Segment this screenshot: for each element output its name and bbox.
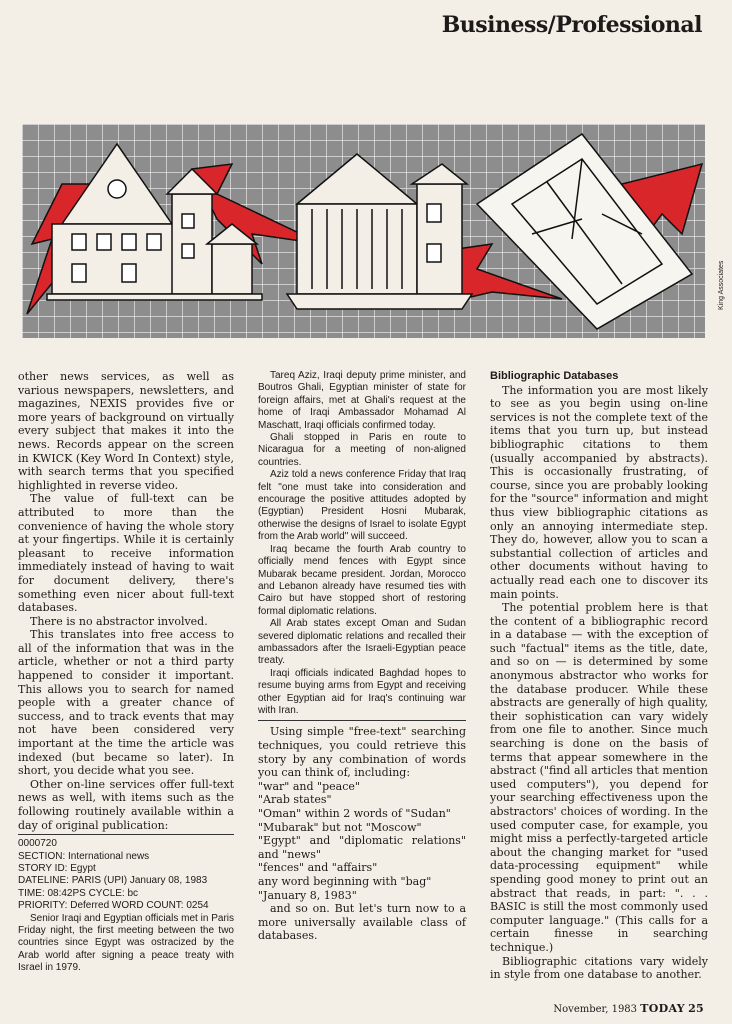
query-item: "January 8, 1983": [258, 888, 357, 902]
wire-line: TIME: 08:42PS CYCLE: bc: [18, 887, 139, 899]
paragraph: The potential problem here is that the content of a bibliographic record in a database — with the exception of such "factual" items as the title, date, and so on — is determined by some anonymous abstractor who works for the database producer. While these abstracts are generally of high quality, their sophistication can vary widely from one file to another. Since much searching is done on the basis of terms that appear somewhere in the abstract ("find all articles that mention used computers"), you depend for your searching effectiveness upon the abstractors' choices of wording. In the used computer case, for example, you might miss a perfectly-targeted article about the changing market for "used data-processing equipment" while spending good money to print out an abstract that reads, in part: ". . . BASIC is still the most commonly used computer language." (This calls for a certain finesse in searching technique.): [490, 601, 708, 954]
wire-line: PRIORITY: Deferred WORD COUNT: 0254: [18, 900, 209, 912]
wire-paragraph: Aziz told a news conference Friday that Iraq felt "one must take into consideration and encourage the positive attitudes adopted by (Egyptian) President Hosni Mubarak, otherwise the designs of Israel to isolate Egypt from the Arab world" will succeed.: [258, 469, 466, 543]
illustration-credit: King Associates: [718, 260, 725, 310]
paragraph: Other on-line services offer full-text news as well, with items such as the following routinely available within a day of original publication:: [18, 777, 234, 832]
query-item: "fences" and "affairs": [258, 861, 378, 875]
wire-line: DATELINE: PARIS (UPI) January 08, 1983: [18, 875, 208, 887]
paragraph: other news services, as well as various newspapers, newsletters, and magazines, NEXIS provides five or more years of background on virtually every subject that makes it into the news. Records appear on the screen in KWICK (Key Word In Context) style, with search terms that you specified highlighted in reverse video.: [18, 370, 234, 492]
wire-paragraph: Tareq Aziz, Iraqi deputy prime minister, and Boutros Ghali, Egyptian minister of state for foreign affairs, met at Ghali's request at the home of Iraqi Ambassador Mohamad Al Maschatt, Iraqi officials confirmed today.: [258, 370, 466, 431]
paragraph: This translates into free access to all of the information that was in the article, whether or not a third party happened to consider it important. This allows you to search for named people with a greater chance of success, and to track events that may not have been considered very important at the time the article was indexed (but became so later). In short, you decide what you see.: [18, 628, 234, 778]
column-2: [258, 370, 466, 943]
wire-line: 0000720: [18, 838, 57, 850]
wire-continuation: [258, 370, 466, 721]
wire-line: SECTION: International news: [18, 850, 150, 862]
wire-paragraph: All Arab states except Oman and Sudan severed diplomatic relations and recalled their ambassadors after the Israeli-Egyptian peace treaty.: [258, 618, 466, 667]
query-item: "Arab states": [258, 793, 332, 807]
column-1: [18, 370, 234, 975]
wire-paragraph: Senior Iraqi and Egyptian officials met in Paris Friday night, the first meeting between the two countries since Egypt was ostracized by the Arab world after signing a peace treaty with Israel in 1979.: [18, 912, 234, 974]
paragraph: The value of full-text can be attributed to more than the convenience of having the whole story at your fingertips. While it is certainly pleasant to receive information immediately instead of having to wait for document delivery, there's something even nicer about full-text databases.: [18, 492, 234, 615]
section-title: Business/Professional: [441, 12, 702, 38]
subheading: Bibliographic Databases: [490, 370, 619, 382]
wire-line: STORY ID: Egypt: [18, 863, 96, 874]
wire-paragraph: Iraq became the fourth Arab country to officially mend fences with Egypt since Mubarak became president. Jordan, Morocco and Lebanon already have resumed ties with Cairo but have stopped short of restoring formal diplomatic relations.: [258, 543, 466, 617]
query-item: "war" and "peace": [258, 779, 360, 793]
wire-paragraph: Iraqi officials indicated Baghdad hopes to resume buying arms from Egypt and receiving other Egyptian aid for Iraq's continuing war with Iran.: [258, 667, 466, 716]
wire-paragraph: Ghali stopped in Paris en route to Nicaragua for a meeting of non-aligned countries.: [258, 432, 466, 468]
paragraph: Using simple "free-text" searching techniques, you could retrieve this story by any combination of words you can think of, including:: [258, 725, 466, 780]
column-3: [490, 370, 708, 982]
paragraph: There is no abstractor involved.: [30, 614, 208, 628]
query-list: [258, 780, 466, 902]
footer-page-number: 25: [688, 1002, 704, 1015]
query-item: "Egypt" and "diplomatic relations" and "news": [258, 834, 466, 861]
query-item: "Mubarak" but not "Moscow": [258, 820, 422, 834]
page-footer: [553, 1002, 704, 1015]
paragraph: The information you are most likely to see as you begin using on-line services is not the complete text of the items that you turn up, but instead bibliographic citations to them (usually accompanied by abstracts). This is occasionally frustrating, of course, since you are probably looking for the "source" information and might thus view bibliographic citations as only an annoying intermediate step. They do, however, allow you to scan a substantial collection of articles and other documents without having to actually read each one to discover its main points.: [490, 383, 708, 601]
houses-illustration: [22, 124, 705, 338]
query-item: "Oman" within 2 words of "Sudan": [258, 806, 451, 820]
footer-date: November, 1983: [553, 1004, 638, 1015]
query-item: any word beginning with "bag": [258, 874, 432, 888]
paragraph: and so on. But let's turn now to a more universally available class of databases.: [258, 902, 466, 943]
footer-magazine: TODAY: [640, 1002, 685, 1015]
wire-record: [18, 834, 234, 974]
paragraph: Bibliographic citations vary widely in style from one database to another.: [490, 954, 708, 982]
illustration-svg: [22, 124, 705, 338]
